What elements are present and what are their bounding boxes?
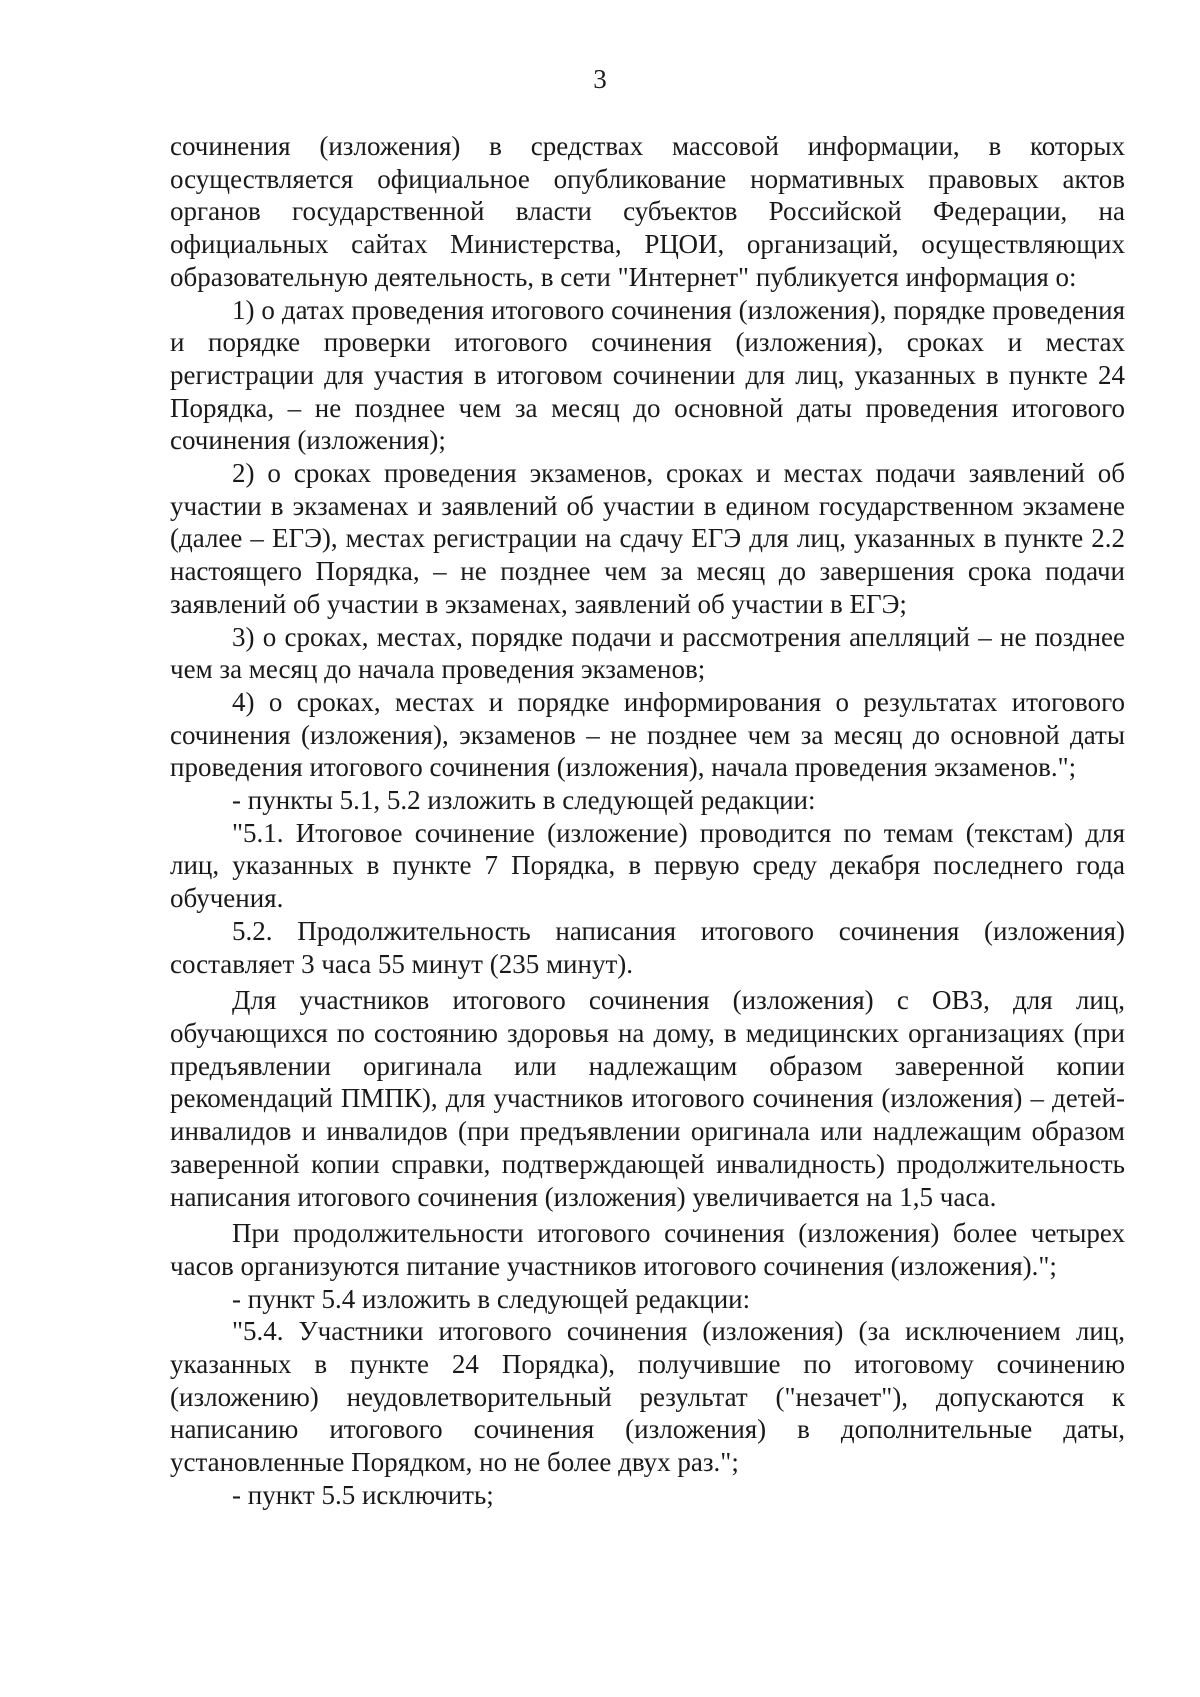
paragraph-5-4: "5.4. Участники итогового сочинения (изложения) (за исключением лиц, указанных в пункте 24 Порядка), получившие по итоговому сочинению (изложению) неудовлетворительный результат ("незачет"), допускаются к написанию итогового сочинения (изложения) в дополнительные даты, установленные Порядком, но не более двух раз."; (170, 1316, 1125, 1478)
paragraph-amend-5-4: - пункт 5.4 изложить в следующей редакции: (232, 1283, 751, 1314)
page-number: 3 (593, 64, 607, 94)
paragraph-5-2: 5.2. Продолжительность написания итогового сочинения (изложения) составляет 3 часа 55 минут (235 минут). (170, 915, 1125, 979)
paragraph-item-1: 1) о датах проведения итогового сочинения (изложения), порядке проведения и порядке проверки итогового сочинения (изложения), сроках и местах регистрации для участия в итоговом сочинении для лиц, указанных в пункте 24 Порядка, – не позднее чем за месяц до основной даты проведения итогового сочинения (изложения); (170, 294, 1125, 456)
document-body (170, 130, 1125, 1512)
paragraph-ovz: Для участников итогового сочинения (изложения) с ОВЗ, для лиц, обучающихся по состоянию здоровья на дому, в медицинских организациях (при предъявлении оригинала или надлежащим образом заверенной копии рекомендаций ПМПК), для участников итогового сочинения (изложения) – детей-инвалидов и инвалидов (при предъявлении оригинала или надлежащим образом заверенной копии справки, подтверждающей инвалидность) продолжительность написания итогового сочинения (изложения) увеличивается на 1,5 часа. (170, 985, 1125, 1212)
paragraph-nutrition: При продолжительности итогового сочинения (изложения) более четырех часов организуются питание участников итогового сочинения (изложения)."; (170, 1218, 1125, 1281)
paragraph-item-4: 4) о сроках, местах и порядке информирования о результатах итогового сочинения (изложения), экзаменов – не позднее чем за месяц до основной даты проведения итогового сочинения (изложения), начала проведения экзаменов."; (170, 686, 1125, 783)
paragraph-item-3: 3) о сроках, местах, порядке подачи и рассмотрения апелляций – не позднее чем за месяц до начала проведения экзаменов; (170, 621, 1125, 685)
paragraph-5-1: "5.1. Итоговое сочинение (изложение) проводится по темам (текстам) для лиц, указанных в пункте 7 Порядка, в первую среду декабря последнего года обучения. (170, 817, 1125, 914)
paragraph-item-2: 2) о сроках проведения экзаменов, сроках и местах подачи заявлений об участии в экзаменах и заявлений об участии в едином государственном экзамене (далее – ЕГЭ), местах регистрации на сдачу ЕГЭ для лиц, указанных в пункте 2.2 настоящего Порядка, – не позднее чем за месяц до завершения срока подачи заявлений об участии в экзаменах, заявлений об участии в ЕГЭ; (170, 458, 1125, 619)
paragraph-exclude-5-5: - пункт 5.5 исключить; (232, 1479, 494, 1510)
paragraph-amend-5-1-5-2: - пункты 5.1, 5.2 изложить в следующей редакции: (232, 785, 816, 816)
paragraph-intro: сочинения (изложения) в средствах массовой информации, в которых осуществляется официальное опубликование нормативных правовых актов органов государственной власти субъектов Российской Федерации, на официальных сайтах Министерства, РЦОИ, организаций, осуществляющих образовательную деятельность, в сети "Интернет" публикуется информация о: (170, 131, 1125, 292)
